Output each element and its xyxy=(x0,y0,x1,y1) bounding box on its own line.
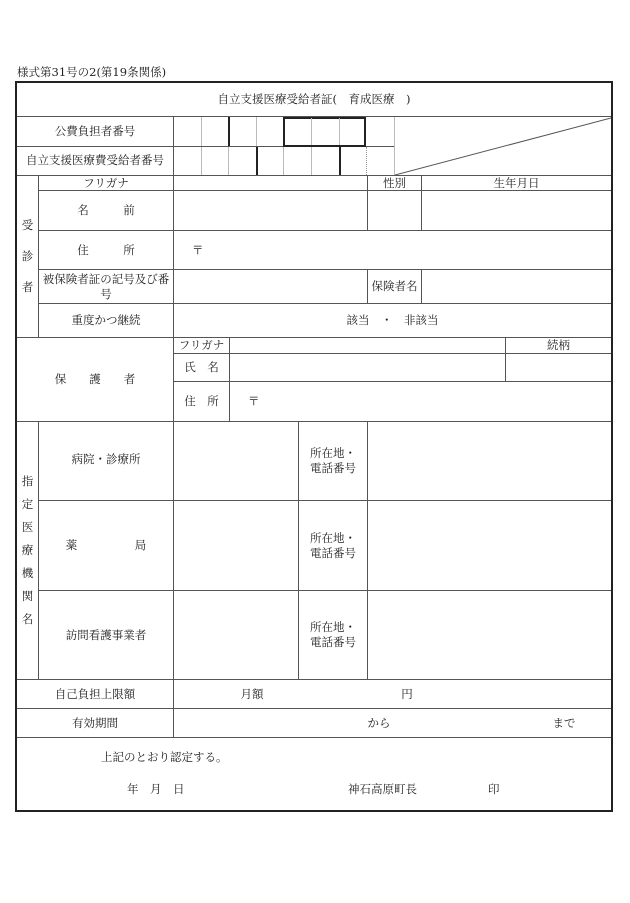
guardian-address-field[interactable] xyxy=(230,382,611,421)
patient-address-label: 住 所 xyxy=(77,242,135,257)
recipient-digit-2[interactable] xyxy=(202,147,229,175)
divider xyxy=(339,147,341,175)
insurer-name-field[interactable] xyxy=(422,270,611,303)
birthdate-label: 生年月日 xyxy=(493,175,540,190)
certification-statement: 上記のとおり認定する。 xyxy=(101,749,228,764)
vertical-char: 定 xyxy=(21,497,34,512)
recipient-digit-4[interactable] xyxy=(257,147,284,175)
yen-label: 円 xyxy=(401,686,413,701)
public-payer-digit-4[interactable] xyxy=(257,117,284,146)
guardian-name-label: 氏 名 xyxy=(184,360,219,375)
recipient-certificate-form xyxy=(15,81,613,812)
patient-section-label xyxy=(17,176,38,337)
vertical-char: 療 xyxy=(21,543,34,558)
patient-address-field[interactable] xyxy=(174,231,611,269)
phone-label-line: 電話番号 xyxy=(310,460,356,475)
hospital-location-field[interactable] xyxy=(368,422,611,500)
public-payer-digit-2[interactable] xyxy=(202,117,229,146)
divider xyxy=(367,270,368,303)
monthly-label: 月額 xyxy=(240,686,264,701)
guardian-furigana-label: フリガナ xyxy=(178,338,225,353)
copay-limit-label: 自己負担上限額 xyxy=(54,686,136,701)
recipient-digit-6[interactable] xyxy=(312,147,339,175)
pharmacy-name-field[interactable] xyxy=(174,501,298,590)
patient-name-label: 名 前 xyxy=(77,203,135,218)
divider xyxy=(201,147,202,175)
hospital-location-label xyxy=(299,422,367,500)
postal-mark: 〒 xyxy=(248,394,260,409)
hospital-name-field[interactable] xyxy=(174,422,298,500)
patient-furigana-field[interactable] xyxy=(174,176,367,190)
vertical-char: 受 xyxy=(21,218,34,233)
vertical-char: 指 xyxy=(21,474,34,489)
certificate-title: 自立支援医療受給者証( 育成医療 ) xyxy=(217,92,411,107)
public-payer-number-label: 公費負担者番号 xyxy=(54,124,136,139)
public-payer-digit-1[interactable] xyxy=(174,117,201,146)
vertical-char: 医 xyxy=(21,520,34,535)
institutions-section-label xyxy=(17,422,38,679)
form-number-label: 様式第31号の2(第19条関係) xyxy=(17,65,167,79)
divider xyxy=(228,117,230,146)
insured-number-label: 被保険者証の記号及び番号 xyxy=(42,271,170,301)
relation-field[interactable] xyxy=(506,354,611,381)
severe-continuous-options[interactable]: 該当 ・ 非該当 xyxy=(346,313,439,328)
copay-amount-field[interactable] xyxy=(277,680,377,708)
recipient-number-label: 自立支援医療費受給者番号 xyxy=(26,153,164,168)
divider xyxy=(256,147,258,175)
divider xyxy=(283,147,284,175)
hospital-label: 病院・診療所 xyxy=(71,452,141,466)
divider xyxy=(421,270,422,303)
vertical-char: 者 xyxy=(21,279,34,294)
divider xyxy=(256,117,257,146)
validity-start-field[interactable] xyxy=(174,709,364,737)
divider xyxy=(339,118,340,145)
pharmacy-label: 薬 局 xyxy=(65,538,147,553)
seal-mark: 印 xyxy=(488,781,500,796)
recipient-digit-5[interactable] xyxy=(285,147,312,175)
divider xyxy=(311,118,312,145)
visiting-nursing-label: 訪問看護事業者 xyxy=(65,627,147,642)
recipient-digit-8[interactable] xyxy=(367,147,394,175)
public-payer-digit-8[interactable] xyxy=(367,117,394,146)
divider xyxy=(201,117,202,146)
phone-label-line: 電話番号 xyxy=(310,545,356,560)
validity-to-label: まで xyxy=(552,715,576,730)
insured-number-field[interactable] xyxy=(174,270,367,303)
certification-date: 年 月 日 xyxy=(127,781,185,796)
recipient-digit-7[interactable] xyxy=(340,147,366,175)
divider xyxy=(228,147,229,175)
vertical-char: 機 xyxy=(21,565,34,580)
divider xyxy=(366,147,367,175)
public-payer-digit-3[interactable] xyxy=(230,117,256,146)
vertical-char: 名 xyxy=(21,611,34,626)
validity-end-field[interactable] xyxy=(394,709,544,737)
validity-period-label: 有効期間 xyxy=(72,715,118,730)
postal-mark: 〒 xyxy=(192,242,204,257)
location-label-line: 所在地・ xyxy=(310,446,356,460)
location-label-line: 所在地・ xyxy=(310,530,356,545)
visiting-nursing-name-field[interactable] xyxy=(174,591,298,679)
recipient-digit-3[interactable] xyxy=(230,147,256,175)
vertical-char: 診 xyxy=(21,249,34,264)
diagonal-strike xyxy=(395,117,611,175)
divider xyxy=(17,737,611,738)
severe-continuous-label: 重度かつ継続 xyxy=(71,313,141,328)
gender-field[interactable] xyxy=(368,191,421,230)
pharmacy-location-field[interactable] xyxy=(368,501,611,590)
insurer-name-label: 保険者名 xyxy=(371,279,418,294)
phone-label-line: 電話番号 xyxy=(310,635,356,649)
divider xyxy=(311,147,312,175)
recipient-digit-1[interactable] xyxy=(174,147,201,175)
patient-furigana-label: フリガナ xyxy=(83,175,129,190)
guardian-section-label: 保 護 者 xyxy=(54,372,136,387)
visiting-nursing-location-field[interactable] xyxy=(368,591,611,679)
gender-label: 性別 xyxy=(383,175,406,190)
relation-label: 続柄 xyxy=(547,338,570,353)
visiting-nursing-location-label xyxy=(299,591,367,679)
guardian-furigana-field[interactable] xyxy=(230,338,505,353)
guardian-address-label: 住 所 xyxy=(184,394,219,409)
issuer-name: 神石高原町長 xyxy=(348,781,417,796)
pharmacy-location-label xyxy=(299,501,367,590)
validity-from-label: から xyxy=(367,715,391,730)
highlighted-digit-box xyxy=(283,117,366,147)
vertical-char: 関 xyxy=(21,588,34,603)
guardian-name-field[interactable] xyxy=(230,354,505,381)
patient-name-field[interactable] xyxy=(174,191,367,230)
location-label-line: 所在地・ xyxy=(310,620,356,635)
birthdate-field[interactable] xyxy=(422,191,611,230)
